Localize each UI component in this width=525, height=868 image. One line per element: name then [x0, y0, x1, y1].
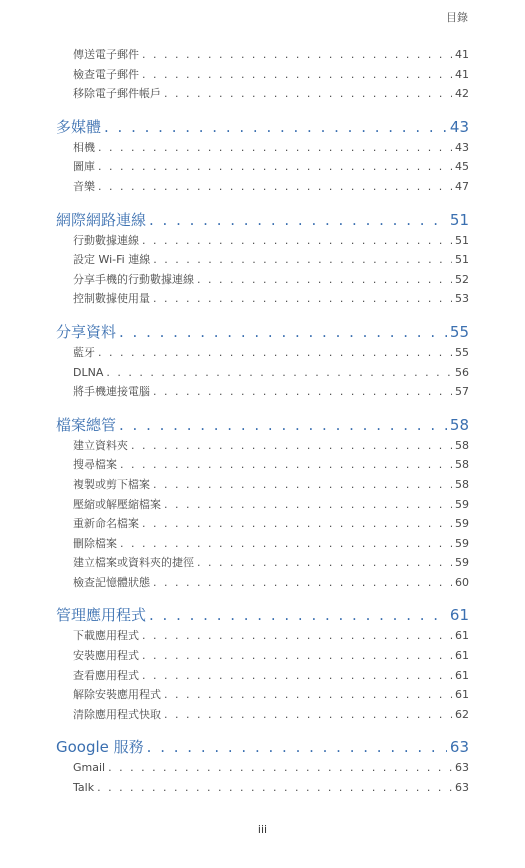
- toc-entry[interactable]: [73, 495, 469, 515]
- dot-leader: [164, 705, 452, 725]
- dot-leader: [142, 514, 452, 534]
- toc-entry[interactable]: [73, 455, 469, 475]
- dot-leader: [142, 45, 452, 65]
- toc-entry-title: 解除安裝應用程式: [73, 688, 161, 702]
- toc-section-page: 55: [449, 322, 469, 341]
- toc-entry[interactable]: [73, 758, 469, 778]
- toc-section-page: 43: [449, 117, 469, 136]
- toc-section-title: 管理應用程式: [56, 606, 147, 625]
- toc-entry-page: 58: [455, 438, 469, 452]
- dot-leader: [153, 250, 452, 270]
- toc-entry-page: 63: [455, 781, 469, 795]
- toc-entry-title: 建立檔案或資料夾的捷徑: [73, 556, 194, 570]
- toc-entry-page: 51: [455, 233, 469, 247]
- toc-entry[interactable]: [73, 231, 469, 251]
- toc-entry-title: 分享手機的行動數據連線: [73, 272, 194, 286]
- toc-entry[interactable]: [73, 45, 469, 65]
- dot-leader: [153, 289, 452, 309]
- toc-entry[interactable]: [73, 685, 469, 705]
- toc-entry-page: 61: [455, 649, 469, 663]
- toc-entry-page: 58: [455, 458, 469, 472]
- toc-section-heading[interactable]: [56, 736, 469, 758]
- toc-entry-page: 60: [455, 575, 469, 589]
- toc-entry[interactable]: [73, 382, 469, 402]
- toc-section-heading[interactable]: [56, 414, 469, 436]
- toc-entry[interactable]: [73, 138, 469, 158]
- toc-entry[interactable]: [73, 250, 469, 270]
- toc-intro-group: [0, 45, 525, 104]
- toc-entry-page: 58: [455, 477, 469, 491]
- toc-entry[interactable]: [73, 84, 469, 104]
- dot-leader: [98, 343, 452, 363]
- page-header-title: 目錄: [446, 11, 468, 24]
- toc-entry[interactable]: [73, 475, 469, 495]
- toc-entry-title: 傳送電子郵件: [73, 48, 139, 61]
- dot-leader: [164, 685, 452, 705]
- dot-leader: [97, 778, 452, 798]
- toc-section-heading[interactable]: [56, 209, 469, 231]
- dot-leader: [98, 177, 452, 197]
- toc-entry-page: 57: [455, 385, 469, 399]
- toc-entry[interactable]: [73, 553, 469, 573]
- toc-entry-title: 音樂: [73, 179, 95, 193]
- toc-section-heading[interactable]: [56, 321, 469, 343]
- toc-entry[interactable]: [73, 363, 469, 383]
- dot-leader: [153, 573, 452, 593]
- toc-entry-title: 移除電子郵件帳戶: [73, 87, 161, 101]
- toc-entry-title: 將手機連接電腦: [73, 385, 150, 399]
- toc-entry-title: 刪除檔案: [73, 536, 117, 550]
- toc-section-title: Google 服務: [56, 738, 144, 757]
- toc-entry[interactable]: [73, 270, 469, 290]
- dot-leader: [142, 626, 452, 646]
- toc-entry[interactable]: [73, 436, 469, 456]
- toc-entry[interactable]: [73, 65, 469, 85]
- toc-entry-page: 61: [455, 629, 469, 643]
- dot-leader: [131, 436, 452, 456]
- toc-entry-page: 56: [455, 365, 469, 379]
- toc-section-app-management: [0, 604, 525, 724]
- toc-entry-title: 檢查記憶體狀態: [73, 575, 150, 589]
- toc-entry-page: 42: [455, 87, 469, 101]
- toc-entry-title: Gmail: [73, 761, 106, 775]
- toc-entry-title: 重新命名檔案: [73, 517, 139, 531]
- toc-section-title: 分享資料: [56, 322, 117, 341]
- toc-entry-title: 相機: [73, 140, 95, 154]
- toc-entry-page: 59: [455, 556, 469, 570]
- toc-entry-title: Talk: [73, 781, 95, 795]
- toc-entry-title: 檢查電子郵件: [73, 67, 139, 81]
- page-number: iii: [257, 823, 268, 836]
- toc-entry-title: 控制數據使用量: [73, 292, 150, 306]
- toc-entry[interactable]: [73, 705, 469, 725]
- toc-entry-page: 41: [455, 48, 469, 61]
- dot-leader: [164, 84, 452, 104]
- toc-entry-page: 59: [455, 536, 469, 550]
- toc-entry-page: 61: [455, 668, 469, 682]
- toc-entry-title: 設定 Wi-Fi 連線: [73, 253, 151, 267]
- toc-entry-title: 清除應用程式快取: [73, 707, 161, 721]
- toc-entry-title: 藍牙: [73, 345, 95, 359]
- toc-entry-page: 59: [455, 517, 469, 531]
- toc-entry-page: 52: [455, 272, 469, 286]
- toc-entry-page: 59: [455, 497, 469, 511]
- toc-entry[interactable]: [73, 343, 469, 363]
- dot-leader: [98, 157, 452, 177]
- dot-leader: [153, 382, 452, 402]
- table-of-contents: [0, 45, 525, 798]
- toc-section-heading[interactable]: [56, 116, 469, 138]
- toc-entry-title: 下載應用程式: [73, 629, 139, 643]
- dot-leader: [119, 414, 447, 436]
- toc-entry-title: 建立資料夾: [73, 438, 128, 452]
- toc-entry-title: 安裝應用程式: [73, 649, 139, 663]
- toc-section-title: 網際網路連線: [56, 210, 147, 229]
- toc-entry-page: 41: [455, 67, 469, 81]
- toc-section-page: 58: [449, 415, 469, 434]
- toc-entry-page: 53: [455, 292, 469, 306]
- dot-leader: [120, 534, 452, 554]
- toc-entry[interactable]: [73, 514, 469, 534]
- toc-section-page: 63: [449, 738, 469, 757]
- dot-leader: [104, 116, 447, 138]
- dot-leader: [98, 138, 452, 158]
- toc-section-sharing: [0, 321, 525, 402]
- toc-section-title: 多媒體: [56, 117, 102, 136]
- toc-entry[interactable]: [73, 626, 469, 646]
- toc-entry[interactable]: [73, 177, 469, 197]
- dot-leader: [119, 321, 447, 343]
- dot-leader: [149, 604, 447, 626]
- toc-entry-title: 搜尋檔案: [73, 458, 117, 472]
- toc-section-multimedia: [0, 116, 525, 197]
- toc-entry[interactable]: [73, 573, 469, 593]
- toc-entry-title: 行動數據連線: [73, 233, 139, 247]
- dot-leader: [197, 270, 452, 290]
- toc-entry-page: 63: [455, 761, 469, 775]
- toc-entry[interactable]: [73, 666, 469, 686]
- toc-entry[interactable]: [73, 157, 469, 177]
- dot-leader: [142, 666, 452, 686]
- dot-leader: [142, 231, 452, 251]
- toc-entry-page: 61: [455, 688, 469, 702]
- toc-section-internet: [0, 209, 525, 309]
- toc-entry[interactable]: [73, 778, 469, 798]
- toc-entry-page: 55: [455, 345, 469, 359]
- toc-entry-title: DLNA: [73, 365, 104, 379]
- dot-leader: [153, 475, 452, 495]
- toc-entry-title: 壓縮或解壓縮檔案: [73, 497, 161, 511]
- dot-leader: [164, 495, 452, 515]
- dot-leader: [147, 736, 447, 758]
- toc-entry-page: 62: [455, 707, 469, 721]
- toc-entry-title: 查看應用程式: [73, 668, 139, 682]
- dot-leader: [106, 363, 452, 383]
- toc-section-page: 61: [449, 606, 469, 625]
- toc-entry-page: 51: [455, 253, 469, 267]
- toc-section-file-manager: [0, 414, 525, 593]
- toc-entry[interactable]: [73, 289, 469, 309]
- toc-entry[interactable]: [73, 534, 469, 554]
- dot-leader: [120, 455, 452, 475]
- toc-section-heading[interactable]: [56, 604, 469, 626]
- toc-entry-page: 43: [455, 140, 469, 154]
- dot-leader: [142, 65, 452, 85]
- toc-entry-title: 圖庫: [73, 160, 95, 174]
- toc-entry-page: 45: [455, 160, 469, 174]
- toc-entry-title: 複製或剪下檔案: [73, 477, 150, 491]
- toc-section-page: 51: [449, 210, 469, 229]
- dot-leader: [108, 758, 452, 778]
- toc-entry-page: 47: [455, 179, 469, 193]
- toc-section-title: 檔案總管: [56, 415, 117, 434]
- dot-leader: [197, 553, 452, 573]
- dot-leader: [149, 209, 447, 231]
- toc-entry[interactable]: [73, 646, 469, 666]
- toc-section-google-services: [0, 736, 525, 797]
- dot-leader: [142, 646, 452, 666]
